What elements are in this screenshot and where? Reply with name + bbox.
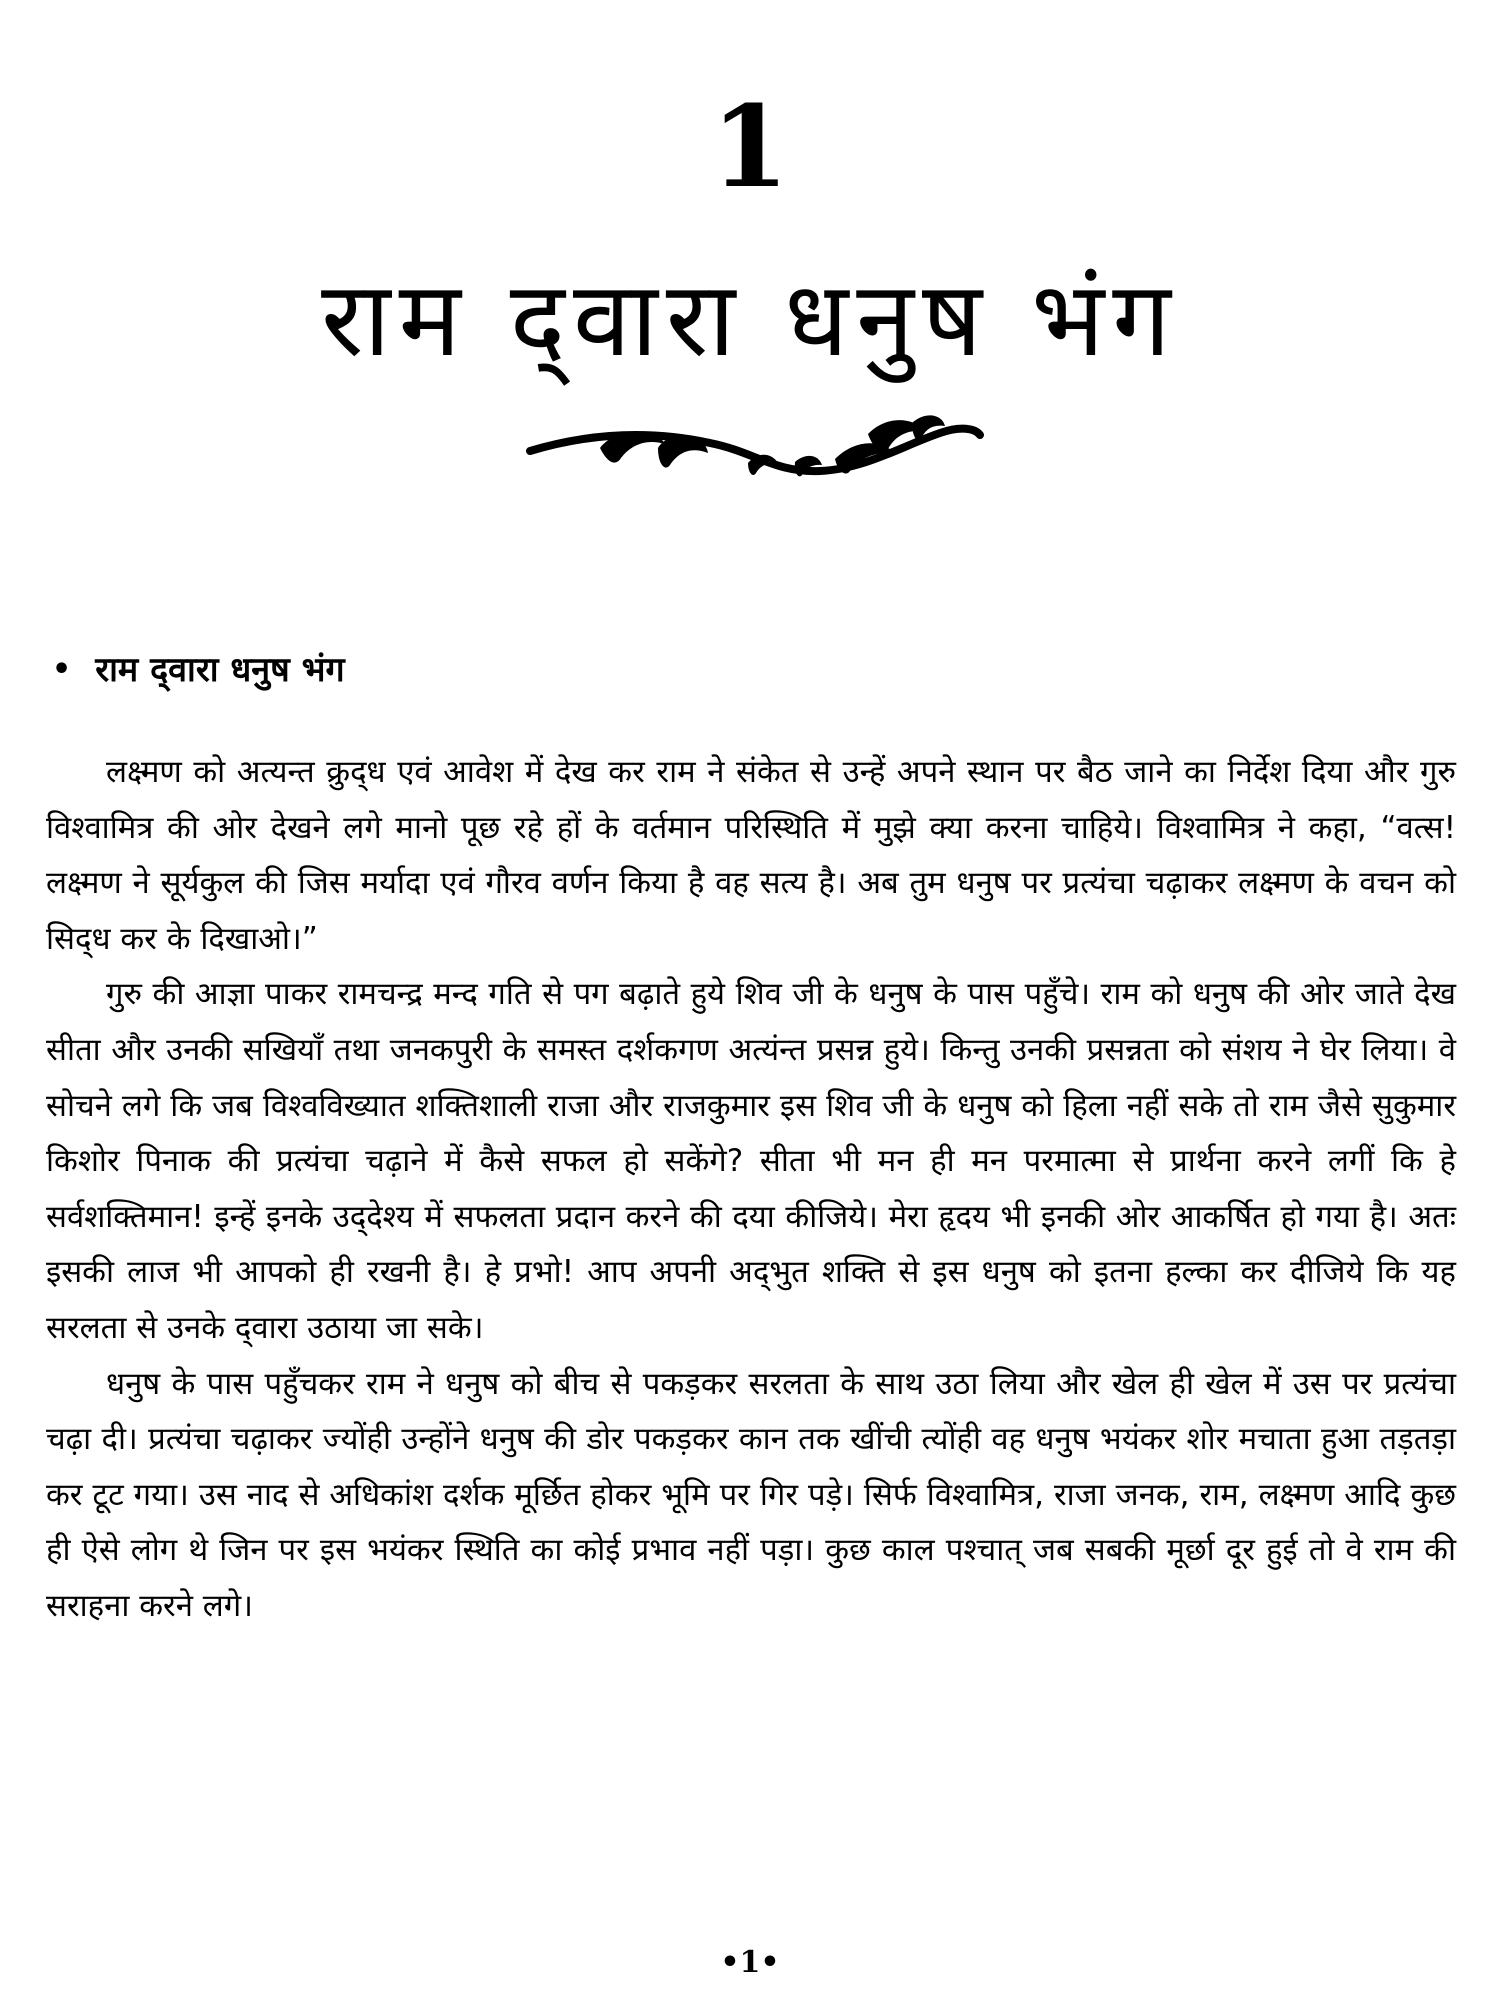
chapter-number: 1 — [711, 82, 789, 213]
page-number: •1• — [720, 1945, 780, 1980]
paragraph-1: लक्ष्मण को अत्यन्त क्रुद्‌ध एवं आवेश में देख कर राम ने संकेत से उन्हें अपने स्थान पर बैठ जाने का निर्देश दिया और गुरु विश्वामित्र की ओर देखने लगे मानो पूछ रहे हों के वर्तमान परिस्थिति में मुझे क्या करना चाहिये। विश्वामित्र ने कहा, “वत्स! लक्ष्मण ने सूर्यकुल की जिस मर्यादा एवं गौरव वर्णन किया है वह सत्य है। अब तुम धनुष पर प्रत्यंचा चढ़ाकर लक्ष्मण के वचन को सिद्‌ध कर के दिखाओ।” — [46, 754, 1456, 957]
body-text — [46, 745, 1456, 1635]
decorative-flourish-icon — [520, 408, 990, 488]
paragraph-2: गुरु की आज्ञा पाकर रामचन्द्र मन्द गति से पग बढ़ाते हुये शिव जी के धनुष के पास पहुँचे। राम को धनुष की ओर जाते देख सीता और उनकी सखियाँ तथा जनकपुरी के समस्त दर्शकगण अत्यंन्त प्रसन्न हुये। किन्तु उनकी प्रसन्नता को संशय ने घेर लिया। वे सोचने लगे कि जब विश्वविख्यात शक्तिशाली राजा और राजकुमार इस शिव जी के धनुष को हिला नहीं सके तो राम जैसे सुकुमार किशोर पिनाक की प्रत्यंचा चढ़ाने में कैसे सफल हो सकेंगे? सीता भी मन ही मन परमात्मा से प्रार्थना करने लगीं कि हे सर्वशक्तिमान! इन्हें इनके उद्‌देश्य में सफलता प्रदान करने की दया कीजिये। मेरा हृदय भी इनकी ओर आकर्षित हो गया है। अतः इसकी लाज भी आपको ही रखनी है। हे प्रभो! आप अपनी अद्‌भुत शक्ति से इस धनुष को इतना हल्का कर दीजिये कि यह सरलता से उनके द्‌वारा उठाया जा सके। — [46, 976, 1456, 1346]
bullet-icon: • — [52, 652, 72, 688]
section-heading — [52, 650, 345, 691]
chapter-title: राम द्‌वारा धनुष भंग — [321, 258, 1179, 380]
section-heading-text: राम द्‌वारा धनुष भंग — [95, 650, 345, 690]
paragraph-3: धनुष के पास पहुँचकर राम ने धनुष को बीच से पकड़कर सरलता के साथ उठा लिया और खेल ही खेल में उस पर प्रत्यंचा चढ़ा दी। प्रत्यंचा चढ़ाकर ज्योंही उन्होंने धनुष की डोर पकड़कर कान तक खींची त्योंही वह धनुष भयंकर शोर मचाता हुआ तड़तड़ा कर टूट गया। उस नाद से अधिकांश दर्शक मूर्छित होकर भूमि पर गिर पड़े। सिर्फ विश्वामित्र, राजा जनक, राम, लक्ष्मण आदि कुछ ही ऐसे लोग थे जिन पर इस भयंकर स्थिति का कोई प्रभाव नहीं पड़ा। कुछ काल पश्चात् जब सबकी मूर्छा दूर हुई तो वे राम की सराहना करने लगे। — [46, 1365, 1456, 1624]
